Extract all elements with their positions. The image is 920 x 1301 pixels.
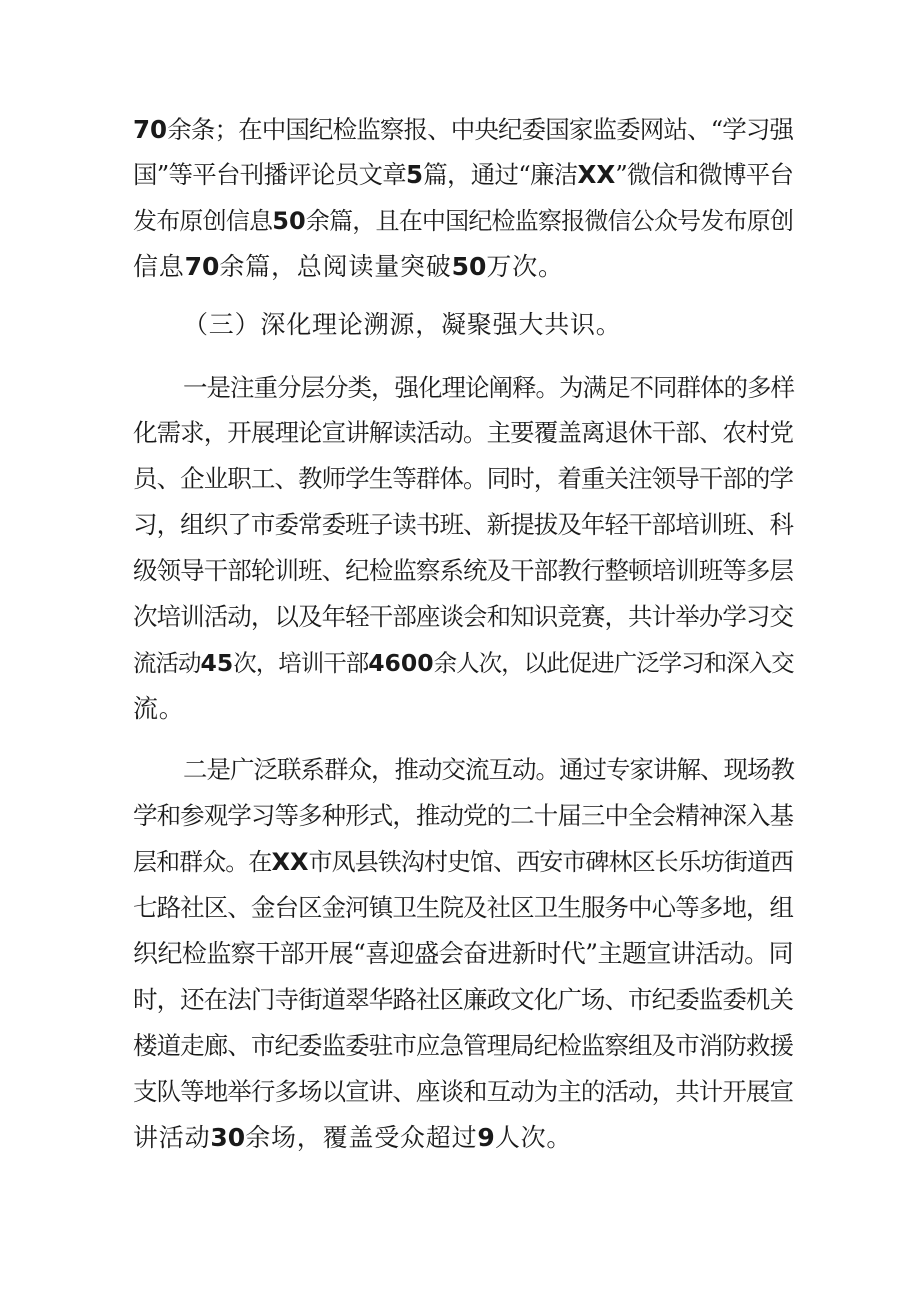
paragraph-line: [133, 159, 793, 191]
text-run: 时，还在法门寺街道翠华路社区廉政文化广场、市纪委监委机关: [133, 985, 793, 1014]
text-run: 织纪检监察干部开展“喜迎盛会奋进新时代”主题宣讲活动。同: [133, 939, 793, 968]
paragraph-line: [133, 846, 793, 878]
paragraph-line: [133, 1076, 793, 1108]
text-run: 余场，覆盖受众超过: [245, 1123, 478, 1152]
text-run: 信息: [133, 252, 185, 281]
text-run: 70: [184, 252, 220, 281]
text-run: 人次。: [494, 1123, 573, 1152]
paragraph-line: [133, 509, 793, 541]
paragraph-line: [133, 463, 793, 495]
text-run: 5: [405, 160, 424, 189]
text-run: 员、企业职工、教师学生等群体。同时，着重关注领导干部的学: [133, 464, 793, 493]
text-run: 流活动: [133, 649, 201, 677]
text-run: 余条；在中国纪检监察报、中央纪委国家监委网站、“学习强: [167, 115, 793, 144]
text-run: 支队等地举行多场以宣讲、座谈和互动为主的活动，共计开展宣: [133, 1077, 793, 1106]
text-run: 次培训活动，以及年轻干部座谈会和知识竞赛，共计举办学习交: [133, 602, 793, 631]
paragraph-line: [133, 205, 793, 237]
text-run: 45: [200, 649, 234, 677]
text-run: 50: [451, 252, 487, 281]
text-run: 七路社区、金台区金河镇卫生院及社区卫生服务中心等多地，组: [133, 893, 793, 922]
text-run: ”微信和微博平台: [615, 160, 794, 189]
text-run: 余篇，总阅读量突破: [219, 252, 452, 281]
text-run: 楼道走廊、市纪委监委驻市应急管理局纪检监察组及市消防救援: [133, 1031, 793, 1060]
text-run: （三）深化理论溯源，凝聚强大共识。: [183, 310, 622, 339]
paragraph-line: [133, 693, 793, 725]
text-run: 国”等平台刊播评论员文章: [133, 160, 406, 189]
paragraph-line: [133, 800, 793, 832]
paragraph-line: [133, 251, 793, 283]
paragraph-line: [133, 555, 793, 587]
text-run: 70: [133, 115, 168, 144]
paragraph-line: [183, 372, 793, 404]
text-run: 发布原创信息: [133, 207, 273, 235]
paragraph-line: [133, 1030, 793, 1062]
paragraph-line: [133, 114, 793, 146]
paragraph-line: [133, 601, 793, 633]
text-run: 50: [272, 207, 306, 235]
text-run: 余人次，以此促进广泛学习和深入交: [433, 649, 794, 677]
text-run: 一是注重分层分类，强化理论阐释。为满足不同群体的多样: [183, 373, 794, 402]
paragraph-line: [133, 417, 793, 449]
text-run: 9: [477, 1123, 495, 1152]
paragraph-line: [133, 1122, 793, 1154]
text-run: 流。: [133, 694, 185, 723]
text-run: 讲活动: [133, 1123, 211, 1152]
text-run: 万次。: [486, 252, 564, 281]
text-run: 市凤县铁沟村史馆、西安市碑林区长乐坊街道西: [308, 848, 794, 876]
text-run: 级领导干部轮训班、纪检监察系统及干部教行整顿培训班等多层: [133, 556, 793, 585]
paragraph-line: [183, 754, 793, 786]
text-run: 30: [210, 1123, 246, 1152]
text-run: 次，培训干部: [233, 649, 369, 677]
section-heading: [183, 309, 793, 341]
paragraph-line: [133, 938, 793, 970]
text-run: 层和群众。在: [133, 848, 272, 876]
paragraph-line: [133, 984, 793, 1016]
text-run: 篇，通过“廉洁: [423, 160, 578, 189]
text-run: XX: [271, 848, 309, 876]
text-run: 学和参观学习等多种形式，推动党的二十届三中全会精神深入基: [133, 801, 793, 830]
text-run: XX: [577, 160, 616, 189]
text-run: 4600: [368, 649, 434, 677]
paragraph-line: [133, 647, 793, 679]
paragraph-line: [133, 892, 793, 924]
text-run: 余篇，且在中国纪检监察报微信公众号发布原创: [305, 207, 794, 235]
text-run: 化需求，开展理论宣讲解读活动。主要覆盖离退休干部、农村党: [133, 418, 793, 447]
text-run: 二是广泛联系群众，推动交流互动。通过专家讲解、现场教: [183, 755, 794, 784]
text-run: 习，组织了市委常委班子读书班、新提拔及年轻干部培训班、科: [133, 510, 793, 539]
